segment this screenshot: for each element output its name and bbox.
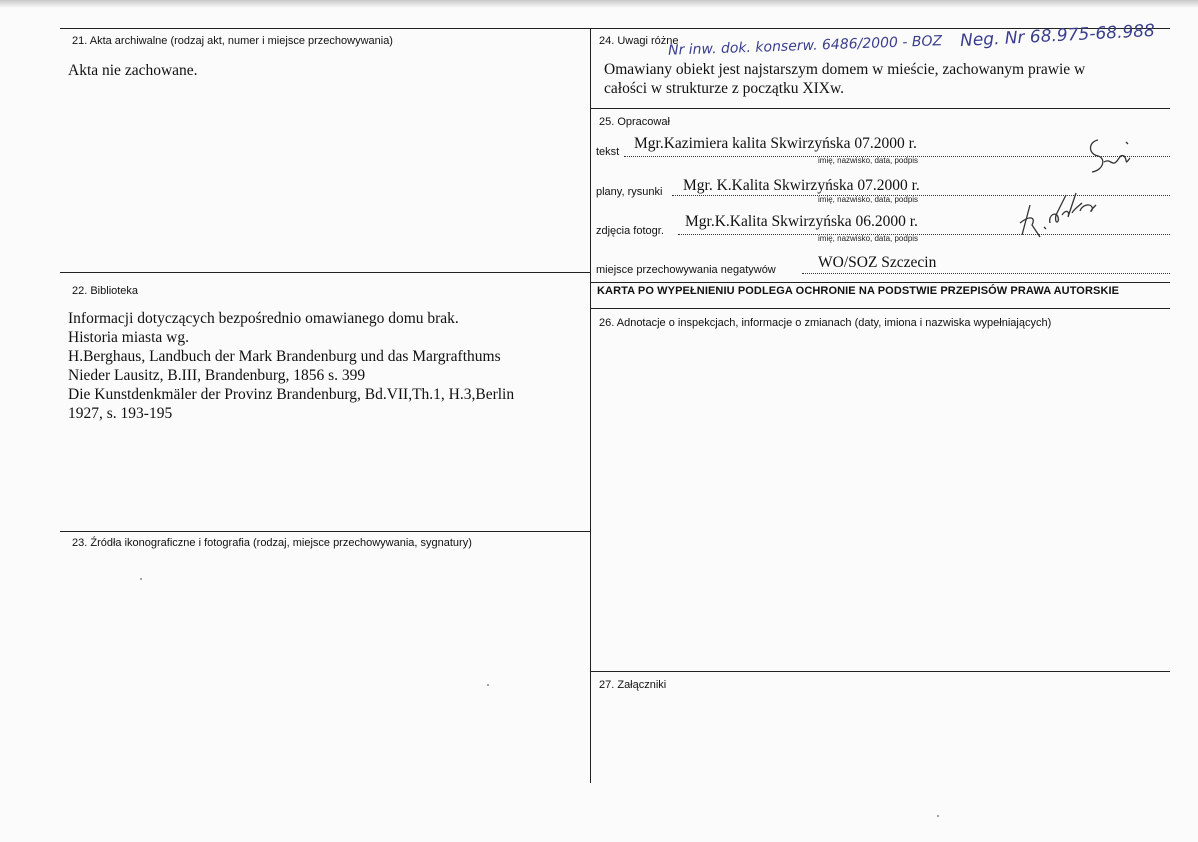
section-24-header: 24. Uwagi różne xyxy=(599,35,679,47)
center-divider xyxy=(590,28,591,783)
scan-speck xyxy=(487,684,489,686)
rule-22-23 xyxy=(60,531,590,532)
section-22-line: Historia miasta wg. xyxy=(68,329,189,346)
section-22-line: Die Kunstdenkmäler der Provinz Brandenburg, Bd.VII,Th.1, H.3,Berlin xyxy=(68,386,515,403)
author-photos-caption: imię, nazwisko, data, podpis xyxy=(818,234,919,243)
section-22-text xyxy=(68,309,514,423)
section-22-line: Informacji dotyczących bezpośrednio omawianego domu brak. xyxy=(68,310,459,327)
scan-speck xyxy=(140,578,142,580)
author-photos-label: zdjęcia fotogr. xyxy=(596,225,664,237)
section-22-line: H.Berghaus, Landbuch der Mark Brandenburg und das Margrafthums xyxy=(68,348,501,365)
rule-25-26 xyxy=(590,308,1170,309)
section-27-header: 27. Załączniki xyxy=(599,679,667,691)
negatives-storage-value: WO/SOZ Szczecin xyxy=(818,254,937,271)
rule-21-22 xyxy=(60,272,590,273)
section-21-text: Akta nie zachowane. xyxy=(68,62,198,79)
copyright-notice: KARTA PO WYPEŁNIENIU PODLEGA OCHRONIE NA PODSTWIE PRZEPISÓW PRAWA AUTORSKIE xyxy=(597,285,1120,297)
scan-speck xyxy=(937,815,939,817)
handwritten-reference: Nr inw. dok. konserw. 6486/2000 - BOZ xyxy=(667,33,943,59)
author-photos-value: Mgr.K.Kalita Skwirzyńska 06.2000 r. xyxy=(685,213,918,230)
author-plans-label: plany, rysunki xyxy=(596,186,663,198)
author-text-value: Mgr.Kazimiera kalita Skwirzyńska 07.2000 r. xyxy=(634,135,917,152)
signature-kalita xyxy=(1010,175,1110,245)
rule-25-copyright xyxy=(590,282,1170,283)
section-24-line: całości w strukturze z początku XIXw. xyxy=(604,80,845,97)
section-24-text xyxy=(604,60,1085,98)
section-25-header: 25. Opracował xyxy=(599,116,670,128)
negatives-storage-dotline xyxy=(802,273,1170,274)
section-21-header: 21. Akta archiwalne (rodzaj akt, numer i miejsce przechowywania) xyxy=(72,35,393,47)
rule-26-27 xyxy=(590,671,1170,672)
section-22-line: 1927, s. 193-195 xyxy=(68,405,173,422)
handwritten-negative-number: Neg. Nr 68.975-68.988 xyxy=(959,20,1156,52)
author-plans-caption: imię, nazwisko, data, podpis xyxy=(818,195,919,204)
scan-edge xyxy=(0,0,1198,8)
rule-24-25 xyxy=(590,108,1170,109)
author-text-caption: imię, nazwisko, data, podpis xyxy=(818,156,919,165)
section-22-line: Nieder Lausitz, B.III, Brandenburg, 1856 s. 399 xyxy=(68,367,366,384)
author-text-label: tekst xyxy=(596,146,620,158)
negatives-storage-label: miejsce przechowywania negatywów xyxy=(596,264,776,276)
section-26-header: 26. Adnotacje o inspekcjach, informacje o zmianach (daty, imiona i nazwiska wypełniających) xyxy=(599,317,1052,329)
section-24-line: Omawiany obiekt jest najstarszym domem w mieście, zachowanym prawie w xyxy=(604,61,1086,78)
section-22-header: 22. Biblioteka xyxy=(72,285,139,297)
section-23-header: 23. Źródła ikonograficzne i fotografia (rodzaj, miejsce przechowywania, sygnatury) xyxy=(72,537,472,549)
author-plans-value: Mgr. K.Kalita Skwirzyńska 07.2000 r. xyxy=(683,177,920,194)
